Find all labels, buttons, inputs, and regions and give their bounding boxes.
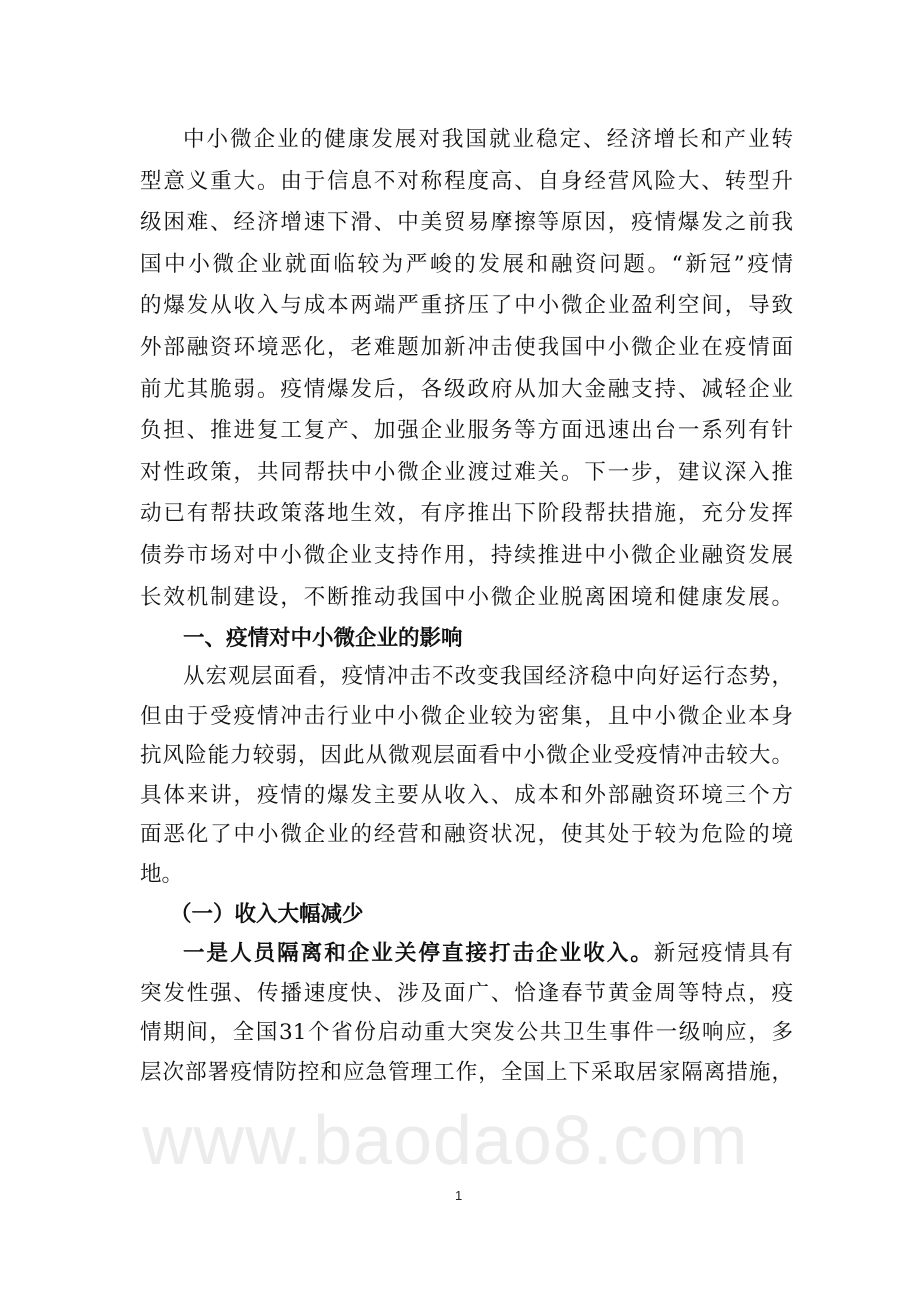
text-line: 对性政策，共同帮扶中小微企业渡过难关。下一步，建议深入推 [140,459,793,485]
text-line: 型意义重大。由于信息不对称程度高、自身经营风险大、转型升 [140,168,793,194]
text-line: 抗风险能力较弱，因此从微观层面看中小微企业受疫情冲击较大。 [140,743,793,769]
point-lead: 一是人员隔离和企业关停直接打击企业收入。 [183,941,654,967]
text-line: 前尤其脆弱。疫情爆发后，各级政府从加大金融支持、减轻企业 [140,376,793,402]
section-heading: 一、疫情对中小微企业的影响 [183,626,463,652]
text-line: 但由于受疫情冲击行业中小微企业较为密集，且中小微企业本身 [140,703,793,729]
text-line [140,934,793,974]
page-number: 1 [455,1188,463,1203]
text-line: 债券市场对中小微企业支持作用，持续推进中小微企业融资发展 [140,542,793,568]
text-line: 从宏观层面看，疫情冲击不改变我国经济稳中向好运行态势， [183,664,793,689]
watermark: www.baodao8.com [142,1101,749,1179]
text-line: 中小微企业的健康发展对我国就业稳定、经济增长和产业转 [183,127,793,152]
text-line: 长效机制建设，不断推动我国中小微企业脱离困境和健康发展。 [140,584,793,610]
text-line: 国中小微企业就面临较为严峻的发展和融资问题。“新冠”疫情 [140,251,793,277]
point-text: 新冠疫情具有 [653,941,793,967]
text-line: 级困难、经济增速下滑、中美贸易摩擦等原因，疫情爆发之前我 [140,210,793,236]
text-line: 具体来讲，疫情的爆发主要从收入、成本和外部融资环境三个方 [140,782,793,808]
text-line: 情期间，全国31个省份启动重大突发公共卫生事件一级响应，多 [140,1020,793,1046]
text-line: 突发性强、传播速度快、涉及面广、恰逢春节黄金周等特点，疫 [140,980,793,1006]
text-line: 负担、推进复工复产、加强企业服务等方面迅速出台一系列有针 [140,418,793,444]
text-line: 层次部署疫情防控和应急管理工作，全国上下采取居家隔离措施， [140,1059,793,1085]
intro-paragraph [140,119,793,660]
text-line: 地。 [140,861,184,887]
section1-body [140,657,793,1093]
text-line: 的爆发从收入与成本两端严重挤压了中小微企业盈利空间，导致 [140,293,793,319]
subsection-heading: （一）收入大幅减少 [170,901,364,927]
text-line: 外部融资环境恶化，老难题加新冲击使我国中小微企业在疫情面 [140,334,793,360]
text-line: 动已有帮扶政策落地生效，有序推出下阶段帮扶措施，充分发挥 [140,501,793,527]
text-line: 面恶化了中小微企业的经营和融资状况，使其处于较为危险的境 [140,822,793,848]
